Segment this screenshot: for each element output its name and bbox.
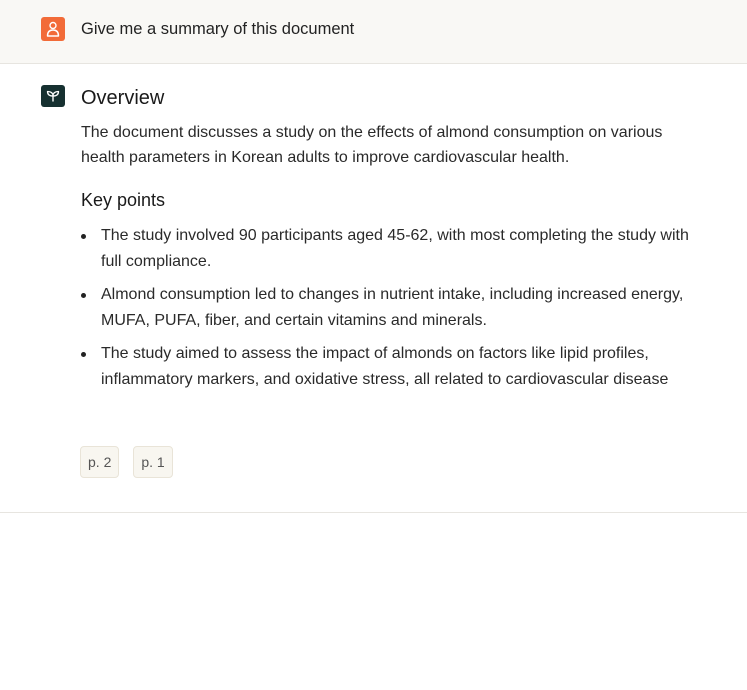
key-point-text: The study involved 90 participants aged 45-62, with most completing the study with full compliance. [101,227,689,270]
user-icon [46,21,60,37]
overview-heading: Overview [81,87,165,109]
page-references [80,446,173,478]
bullet-icon [81,234,86,239]
divider [0,512,747,513]
key-point-text: Almond consumption led to changes in nutrient intake, including increased energy, MUFA, PUFA, fiber, and certain vitamins and minerals. [101,286,684,329]
bullet-icon [81,352,86,357]
user-avatar [41,17,65,41]
user-message-row [0,0,747,64]
overview-paragraph: The document discusses a study on the effects of almond consumption on various health parameters in Korean adults to improve cardiovascular health. [81,124,663,166]
key-points-list [81,223,701,392]
assistant-response [81,86,701,400]
sprout-icon [46,90,60,102]
assistant-avatar [41,85,65,107]
user-message-text: Give me a summary of this document [81,20,355,38]
key-point-text: The study aimed to assess the impact of almonds on factors like lipid profiles, inflammatory markers, and oxidative stress, all related to cardiovascular disease [101,345,669,388]
list-item [81,223,701,274]
list-item [81,282,701,333]
page-ref-button-p2[interactable]: p. 2 [80,446,119,478]
bullet-icon [81,293,86,298]
list-item [81,341,701,392]
key-points-heading: Key points [81,190,166,210]
page-ref-button-p1[interactable]: p. 1 [133,446,172,478]
